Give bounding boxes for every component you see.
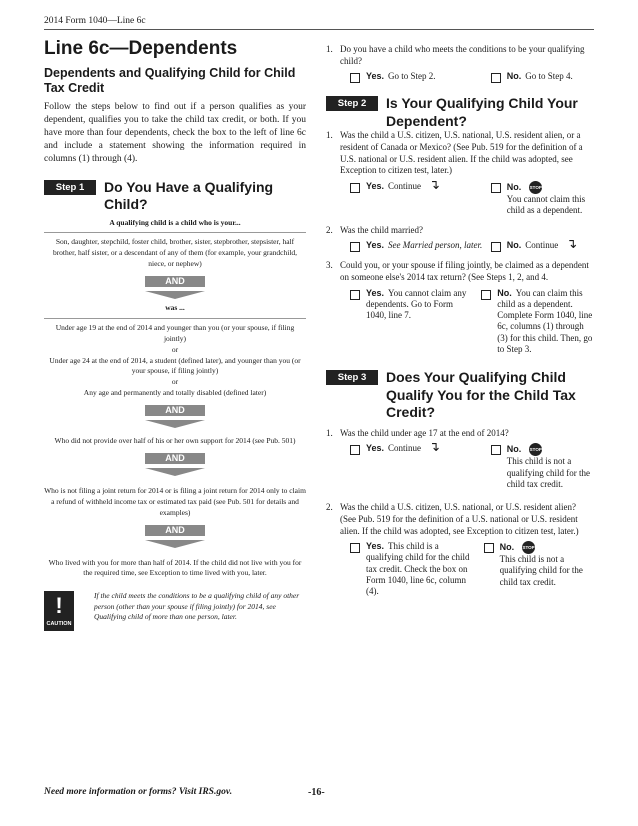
step2-question-1: [326, 130, 594, 216]
yes-checkbox[interactable]: [350, 543, 360, 553]
yes-label: Yes.: [366, 287, 385, 298]
step1-title: Do You Have a Qualifying Child?: [104, 178, 274, 213]
yes-label: Yes.: [366, 240, 385, 251]
question-number: 3.: [326, 260, 333, 271]
yes-label: Yes.: [366, 541, 385, 552]
no-text: This child is not a qualifying child for the child tax credit.: [506, 456, 590, 489]
no-text: You cannot claim this child as a dependent.: [506, 194, 586, 216]
step2-badge: Step 2: [326, 96, 378, 111]
step1-badge: Step 1: [44, 180, 96, 195]
question-text: Do you have a child who meets the conditions to be your qualifying child?: [340, 44, 585, 66]
yes-text: You cannot claim any dependents. Go to Form 1040, line 7.: [366, 287, 467, 321]
no-text: Go to Step 4.: [525, 71, 573, 82]
flow-or: or: [171, 377, 179, 387]
caution-text: If the child meets the conditions to be a qualifying child of any other person (other than your spouse if filing jointly) for 2014, see Qualifying child of more than one person, later.: [94, 591, 300, 622]
question-text: Was the child married?: [340, 224, 423, 235]
yes-checkbox[interactable]: [350, 183, 360, 193]
flow-age3: Any age and permanently and totally disabled (defined later): [83, 388, 267, 398]
step2-question-3: [326, 260, 594, 355]
yes-text: Continue: [388, 181, 422, 192]
arrow-down-icon: [145, 540, 205, 548]
divider: [44, 318, 306, 319]
no-text: This child is not a qualifying child for the child tax credit.: [499, 554, 583, 587]
and-connector: AND: [145, 405, 205, 416]
right-column: [326, 44, 594, 605]
question-text: Was the child a U.S. citizen, U.S. national, U.S. resident alien, or a resident of Canada or Mexico? (See Pub. 519 for the definition of a U.S. national or U.S. resident alien. If the child was adopted, see Exception to citizen test, later.): [340, 130, 583, 176]
step3-badge: Step 3: [326, 370, 378, 385]
stop-icon: STOP: [529, 443, 542, 456]
no-label: No.: [506, 240, 522, 251]
step2-header: [326, 95, 594, 130]
no-text: Continue: [525, 240, 559, 251]
no-label: No.: [506, 443, 522, 454]
continue-arrow-icon: ↴: [429, 178, 440, 194]
step2-title: Is Your Qualifying Child Your Dependent?: [386, 95, 578, 129]
divider: [44, 232, 306, 233]
left-column: [44, 38, 306, 631]
section-subtitle: Dependents and Qualifying Child for Child Tax Credit: [44, 66, 296, 95]
no-label: No.: [499, 541, 515, 552]
no-label: No.: [497, 287, 512, 298]
step3-question-2: [326, 502, 594, 597]
step3-title: Does Your Qualifying Child Qualify You for the Child Tax Credit?: [386, 369, 576, 421]
yes-label: Yes.: [366, 71, 385, 82]
qualifying-child-flowchart: [44, 218, 306, 580]
and-connector: AND: [145, 453, 205, 464]
yes-checkbox[interactable]: [350, 445, 360, 455]
no-checkbox[interactable]: [491, 445, 501, 455]
yes-checkbox[interactable]: [350, 242, 360, 252]
flow-joint: Who is not filing a joint return for 2014 or is filing a joint return for 2014 only to claim a refund of withheld income tax or estimated tax paid (see Pub. 501 for details and examples): [44, 485, 306, 517]
step3-header: [326, 369, 594, 422]
no-label: No.: [506, 181, 522, 192]
no-label: No.: [506, 71, 522, 82]
question-number: 2.: [326, 502, 333, 513]
step1-question: [326, 44, 594, 83]
question-number: 1.: [326, 427, 333, 438]
flow-lived: Who lived with you for more than half of 2014. If the child did not live with you for the required time, see Exception to time lived with you, later.: [48, 557, 302, 578]
page-title: Line 6c—Dependents: [44, 38, 238, 59]
flow-age1: Under age 19 at the end of 2014 and younger than you (or your spouse, if filing jointly): [55, 322, 295, 343]
and-connector: AND: [145, 525, 205, 536]
footer-link-text: Need more information or forms? Visit IRS.gov.: [44, 787, 233, 797]
flow-relationship: Son, daughter, stepchild, foster child, brother, sister, stepbrother, stepsister, half brother, half sister, or a descendant of any of them (for example, your grandchild, niece, or nephew): [52, 237, 298, 269]
flow-age2: Under age 24 at the end of 2014, a student (defined later), and younger than you (or your spouse, if filing jointly): [49, 355, 301, 376]
stop-icon: STOP: [529, 181, 542, 194]
question-number: 2.: [326, 224, 333, 235]
no-text: You can claim this child as a dependent. Complete Form 1040, line 6c, columns (1) through (3) for this child. Then, go to Step 3.: [497, 287, 593, 354]
arrow-down-icon: [145, 468, 205, 476]
yes-text: See Married person, later.: [388, 240, 483, 251]
running-header: 2014 Form 1040—Line 6c: [44, 16, 146, 26]
yes-text: Go to Step 2.: [388, 71, 436, 82]
no-checkbox[interactable]: [491, 73, 501, 83]
step3-question-1: [326, 428, 594, 490]
no-checkbox[interactable]: [491, 183, 501, 193]
flow-or: or: [171, 344, 179, 354]
no-checkbox[interactable]: [491, 242, 501, 252]
continue-arrow-icon: ↴: [566, 237, 578, 253]
flow-heading: A qualifying child is a child who is your...: [109, 217, 241, 227]
page-number: -16-: [308, 787, 325, 798]
question-number: 1.: [326, 44, 333, 54]
caution-note: [44, 591, 306, 631]
question-text: Was the child a U.S. citizen, U.S. national, or U.S. resident alien? (See Pub. 519 for the definition of a U.S. national or U.S. resident alien. If the child was adopted, see Exception to citizen test, later.): [340, 502, 579, 536]
intro-paragraph: Follow the steps below to find out if a person qualifies as your dependent, qualifies you to take the child tax credit, or both. If you have more than four dependents, check the box to the left of line 6c and include a statement showing the information required in columns (1) through (4).: [44, 102, 306, 165]
flow-support: Who did not provide over half of his or her own support for 2014 (see Pub. 501): [54, 436, 296, 446]
question-number: 1.: [326, 130, 333, 141]
yes-text: Continue: [388, 443, 422, 454]
no-checkbox[interactable]: [481, 290, 491, 300]
step2-question-2: [326, 225, 594, 253]
question-text: Could you, or your spouse if filing jointly, be claimed as a dependent on someone else's 2014 tax return? (See Steps 1, 2, and 4.: [340, 260, 589, 282]
and-connector: AND: [145, 276, 205, 287]
yes-text: This child is a qualifying child for the child tax credit. Check the box on Form 1040, line 6c, column (4).: [366, 541, 470, 597]
flow-was: was ...: [165, 303, 185, 313]
caution-label: CAUTION: [46, 621, 72, 628]
arrow-down-icon: [145, 291, 205, 299]
yes-label: Yes.: [366, 443, 385, 454]
yes-checkbox[interactable]: [350, 73, 360, 83]
continue-arrow-icon: ↴: [429, 440, 440, 456]
no-checkbox[interactable]: [484, 543, 494, 553]
yes-label: Yes.: [366, 181, 385, 192]
question-text: Was the child under age 17 at the end of 2014?: [340, 427, 509, 438]
stop-icon: STOP: [522, 541, 535, 554]
header-rule: [44, 29, 594, 30]
arrow-down-icon: [145, 420, 205, 428]
caution-icon: ! CAUTION: [44, 591, 74, 631]
step1-header: [44, 179, 306, 214]
yes-checkbox[interactable]: [350, 290, 360, 300]
